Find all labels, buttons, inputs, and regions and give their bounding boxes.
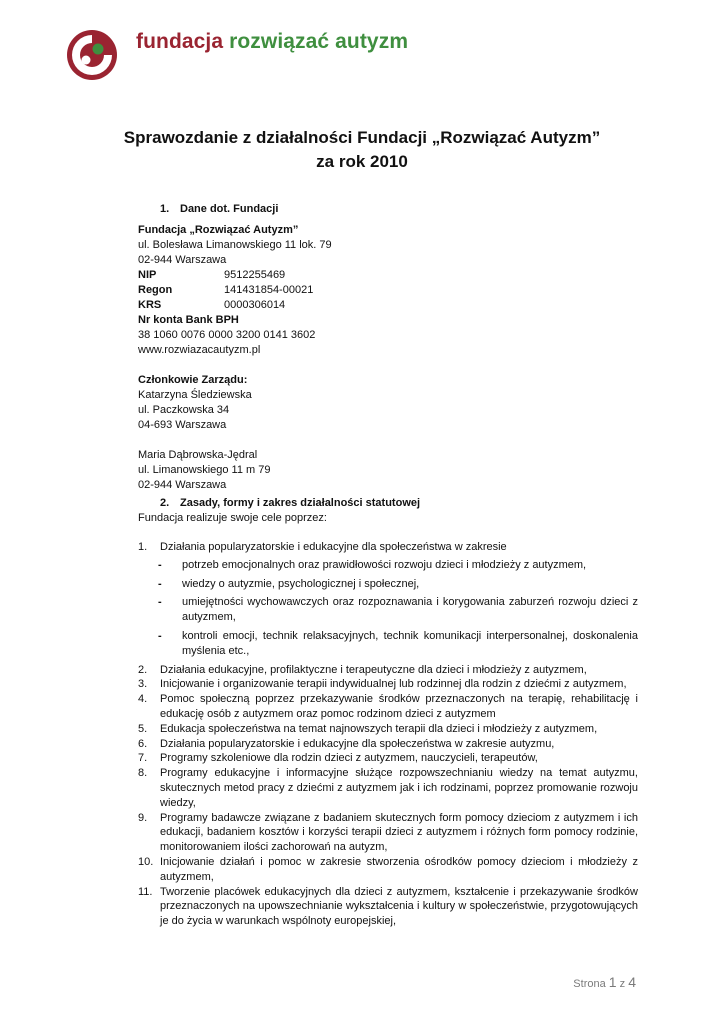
bank-label: Nr konta Bank BPH	[138, 314, 239, 326]
board-heading: Członkowie Zarządu:	[138, 374, 248, 386]
goals-list	[138, 540, 638, 929]
sub-list-item	[138, 629, 638, 659]
sub-list-item-text: wiedzy o autyzmie, psychologicznej i społecznej,	[182, 577, 420, 590]
section-1-heading	[138, 202, 638, 217]
list-item-number: 6.	[138, 737, 148, 750]
footer-page: 1	[608, 974, 617, 990]
krs-value: 0000306014	[224, 299, 286, 311]
brand-word-fundacja: fundacja	[136, 30, 224, 53]
footer-label: Strona	[573, 978, 606, 990]
list-item	[138, 677, 638, 692]
list-item	[138, 722, 638, 737]
list-item	[138, 766, 638, 810]
org-name: Fundacja „Rozwiązać Autyzm”	[138, 224, 299, 236]
list-item-number: 2.	[138, 663, 148, 676]
list-item-number: 8.	[138, 767, 148, 780]
foundation-logo-icon	[66, 29, 118, 81]
list-item	[138, 811, 638, 855]
section-2-heading	[138, 496, 638, 511]
website-text: www.rozwiazacautyzm.pl	[138, 344, 261, 356]
regon-row	[138, 283, 638, 298]
section-2-title: Zasady, formy i zakres działalności statutowej	[180, 497, 421, 509]
list-item	[138, 692, 638, 722]
list-item	[138, 885, 638, 929]
list-item-text: Działania edukacyjne, profilaktyczne i terapeutyczne dla dzieci i młodzieży z autyzmem,	[160, 663, 587, 676]
nip-label: NIP	[138, 269, 157, 281]
list-item-text: Pomoc społeczną poprzez przekazywanie środków przeznaczonych na terapię, rehabilitację i edukację osób z autyzmem oraz pomoc rodzinom dzieci z autyzmem	[160, 693, 638, 720]
list-item	[138, 737, 638, 752]
list-item-number: 5.	[138, 722, 148, 735]
list-item-number: 7.	[138, 752, 148, 765]
sub-list-item	[138, 595, 638, 625]
krs-label: KRS	[138, 299, 162, 311]
member-2-street: ul. Limanowskiego 11 m 79	[138, 464, 271, 476]
dash-bullet-icon: -	[158, 629, 162, 642]
section-foundation-data	[138, 202, 638, 526]
section-2-intro: Fundacja realizuje swoje cele poprzez:	[138, 512, 327, 524]
member-1-street: ul. Paczkowska 34	[138, 404, 230, 416]
document-title	[90, 126, 634, 174]
list-item-text: Inicjowanie i organizowanie terapii indywidualnej lub rodzinnej dla rodzin z dziećmi z autyzmem,	[160, 678, 627, 691]
list-item-text: Działania popularyzatorskie i edukacyjne dla społeczeństwa w zakresie	[160, 541, 507, 553]
sub-list-item	[138, 577, 638, 592]
footer-total: 4	[628, 974, 636, 990]
list-item-text: Programy badawcze związane z badaniem skutecznych form pomocy dzieciom z autyzmem i ich edukacji, badaniem kosztów i korzyści terapii dzieci z autyzmem i różnych form pomocy rodzinie, monitorowaniem ilości zachorowań na autyzm,	[160, 811, 638, 854]
brand-word-rozwiazac-autyzm: rozwiązać autyzm	[229, 30, 409, 53]
page-number-footer	[573, 974, 636, 990]
list-item-number: 10.	[138, 855, 154, 868]
section-1-number: 1.	[160, 203, 170, 215]
member-2-name: Maria Dąbrowska-Jędral	[138, 449, 258, 461]
section-2-number: 2.	[160, 497, 170, 509]
list-item-number: 11.	[138, 885, 153, 898]
sub-list-item	[138, 558, 638, 573]
regon-label: Regon	[138, 284, 173, 296]
nip-row	[138, 268, 638, 283]
dash-bullet-icon: -	[158, 596, 162, 609]
dash-bullet-icon: -	[158, 558, 162, 571]
title-line-2: za rok 2010	[316, 152, 408, 171]
nip-value: 9512255469	[224, 269, 286, 281]
list-item-number: 1.	[138, 541, 148, 553]
krs-row	[138, 298, 638, 313]
org-city: 02-944 Warszawa	[138, 254, 227, 266]
brand-name	[136, 30, 408, 54]
list-item	[138, 540, 638, 555]
list-item	[138, 855, 638, 885]
list-item-text: Edukacja społeczeństwa na temat najnowszych terapii dla dzieci i młodzieży z autyzmem,	[160, 722, 598, 735]
member-1-name: Katarzyna Śledziewska	[138, 389, 252, 401]
member-2-city: 02-944 Warszawa	[138, 479, 227, 491]
list-item	[138, 751, 638, 766]
title-line-1: Sprawozdanie z działalności Fundacji „Rozwiązać Autyzm”	[123, 128, 601, 147]
list-item-text: Inicjowanie działań i pomoc w zakresie stworzenia ośrodków pomocy dzieciom i młodzieży z autyzmem,	[160, 855, 638, 883]
regon-value: 141431854-00021	[224, 284, 314, 296]
org-street: ul. Bolesława Limanowskiego 11 lok. 79	[138, 239, 332, 251]
list-item-number: 9.	[138, 811, 148, 824]
sub-list-item-text: kontroli emocji, technik relaksacyjnych, technik komunikacji interpersonalnej, doskonalenia myślenia etc.,	[182, 629, 638, 657]
dash-bullet-icon: -	[158, 577, 162, 590]
footer-of: z	[619, 978, 626, 990]
list-item-text: Tworzenie placówek edukacyjnych dla dzieci z autyzmem, kształcenie i przekazywanie środków przeznaczonych na upowszechnianie wykształcenia i kultury w społeczeństwie, przygotowujących je do życia w warunkach wspólnoty europejskiej,	[160, 885, 638, 928]
sub-list-item-text: umiejętności wychowawczych oraz rozpoznawania i korygowania zaburzeń rozwoju dzieci z autyzmem,	[182, 596, 638, 624]
list-item-text: Działania popularyzatorskie i edukacyjne dla społeczeństwa w zakresie autyzmu,	[160, 737, 555, 750]
list-item	[138, 663, 638, 678]
section-1-title: Dane dot. Fundacji	[180, 203, 279, 215]
sub-list-item-text: potrzeb emocjonalnych oraz prawidłowości rozwoju dzieci i młodzieży z autyzmem,	[182, 558, 587, 571]
list-item-text: Programy szkoleniowe dla rodzin dzieci z autyzmem, nauczycieli, terapeutów,	[160, 752, 538, 765]
bank-account: 38 1060 0076 0000 3200 0141 3602	[138, 329, 316, 341]
member-1-city: 04-693 Warszawa	[138, 419, 227, 431]
list-item-text: Programy edukacyjne i informacyjne służące rozpowszechnianiu wiedzy na temat autyzmu, skutecznych metod pracy z dziećmi z autyzmem jak i ich rodzinami, poprzez promowanie rozwoju wiedzy,	[160, 767, 638, 809]
list-item-number: 4.	[138, 693, 148, 706]
list-item-number: 3.	[138, 678, 148, 691]
